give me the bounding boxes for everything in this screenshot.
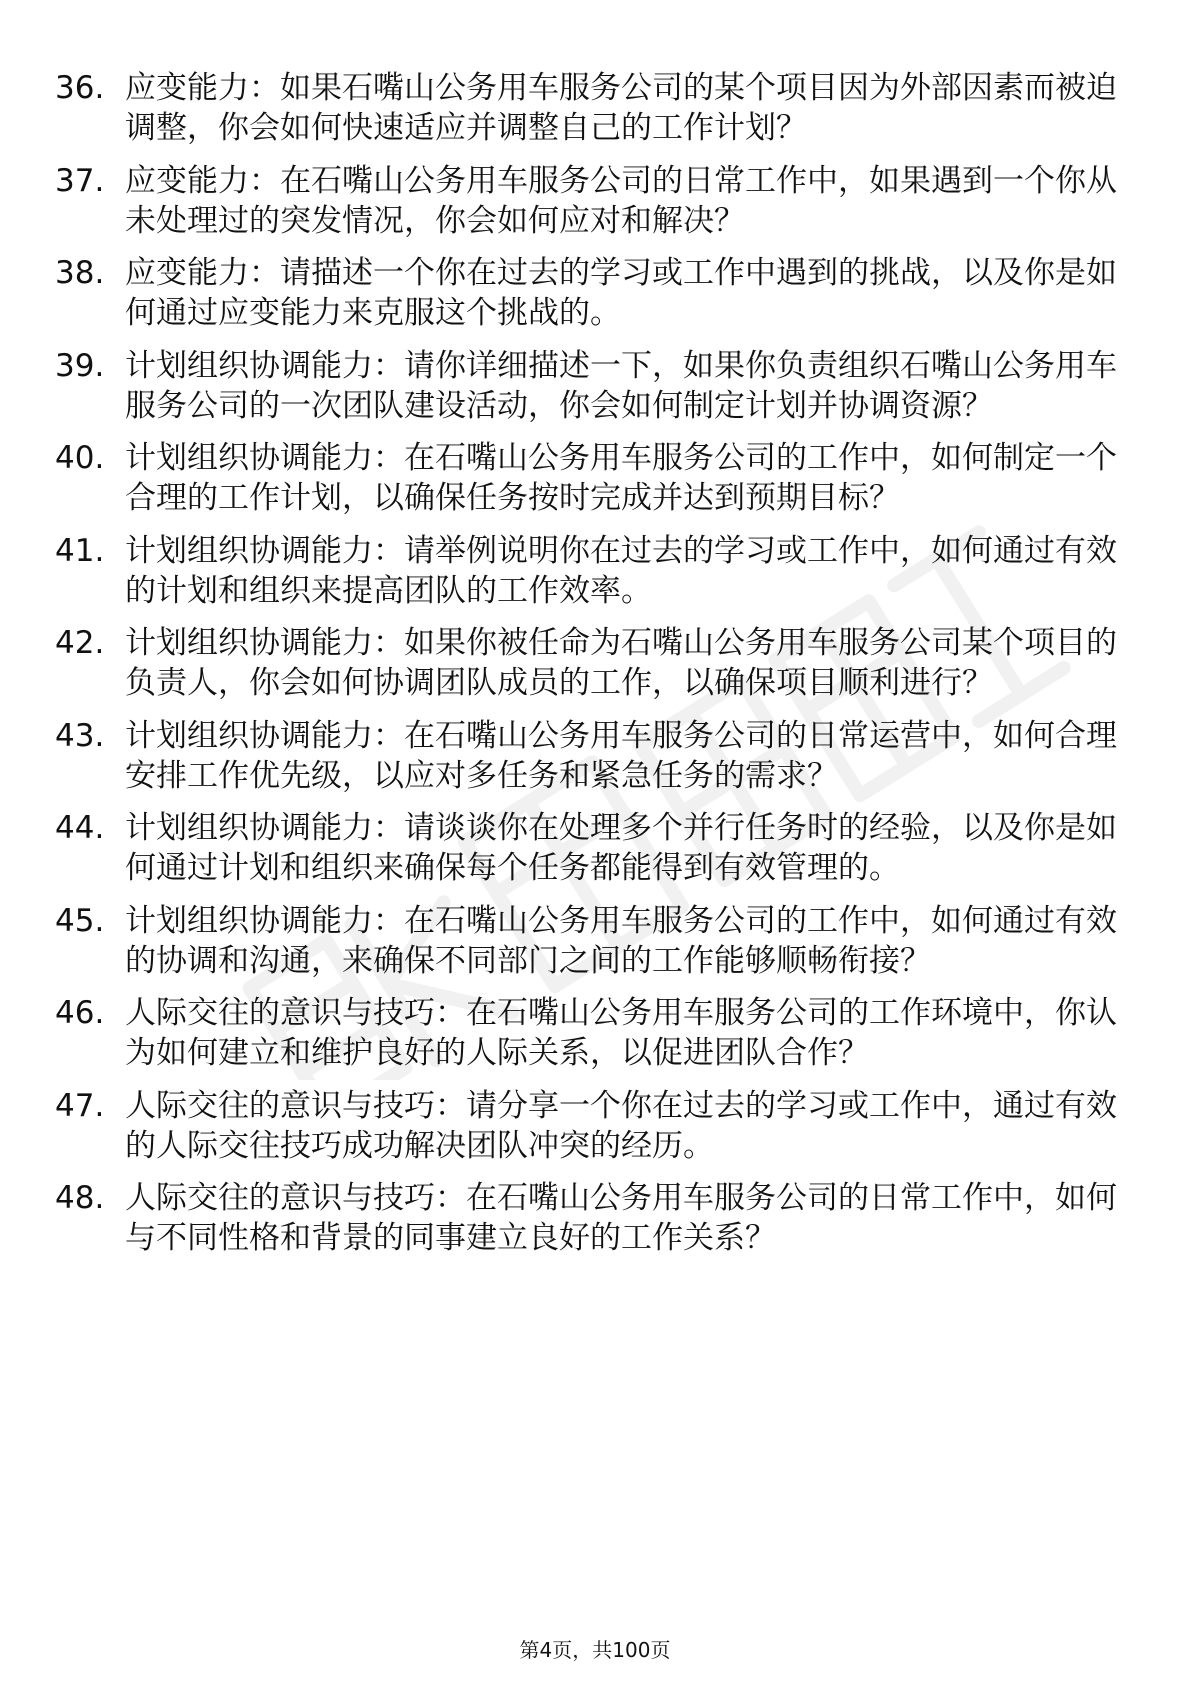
question-item	[55, 1086, 1125, 1166]
question-number: 46.	[55, 995, 105, 1031]
question-item	[55, 623, 1125, 703]
question-text: 应变能力：如果石嘴山公务用车服务公司的某个项目因为外部因素而被迫调整，你会如何快速适应并调整自己的工作计划？	[125, 70, 1117, 146]
question-item	[55, 808, 1125, 888]
question-item	[55, 901, 1125, 981]
question-text: 应变能力：请描述一个你在过去的学习或工作中遇到的挑战，以及你是如何通过应变能力来克服这个挑战的。	[125, 255, 1117, 331]
question-number: 38.	[55, 255, 105, 291]
question-text: 计划组织协调能力：请你详细描述一下，如果你负责组织石嘴山公务用车服务公司的一次团队建设活动，你会如何制定计划并协调资源？	[125, 347, 1117, 424]
question-number: 36.	[55, 70, 105, 106]
question-text: 应变能力：在石嘴山公务用车服务公司的日常工作中，如果遇到一个你从未处理过的突发情况，你会如何应对和解决？	[125, 162, 1117, 239]
question-text: 计划组织协调能力：在石嘴山公务用车服务公司的工作中，如何通过有效的协调和沟通，来确保不同部门之间的工作能够顺畅衔接？	[125, 902, 1117, 979]
question-item	[55, 716, 1125, 796]
question-text: 计划组织协调能力：在石嘴山公务用车服务公司的日常运营中，如何合理安排工作优先级，以应对多任务和紧急任务的需求？	[125, 717, 1117, 794]
question-number: 42.	[55, 625, 105, 661]
question-number: 44.	[55, 810, 105, 846]
question-item	[55, 346, 1125, 426]
question-text: 人际交往的意识与技巧：在石嘴山公务用车服务公司的日常工作中，如何与不同性格和背景的同事建立良好的工作关系？	[125, 1180, 1117, 1256]
question-number: 39.	[55, 347, 105, 384]
question-number: 47.	[55, 1087, 105, 1124]
question-item	[55, 68, 1125, 148]
question-item	[55, 438, 1125, 518]
question-item	[55, 531, 1125, 611]
question-text: 计划组织协调能力：在石嘴山公务用车服务公司的工作中，如何制定一个合理的工作计划，以确保任务按时完成并达到预期目标？	[125, 440, 1117, 516]
question-text: 人际交往的意识与技巧：请分享一个你在过去的学习或工作中，通过有效的人际交往技巧成功解决团队冲突的经历。	[125, 1087, 1117, 1164]
question-list	[55, 68, 1125, 1271]
question-text: 人际交往的意识与技巧：在石嘴山公务用车服务公司的工作环境中，你认为如何建立和维护良好的人际关系，以促进团队合作？	[125, 995, 1117, 1071]
question-number: 40.	[55, 440, 105, 476]
question-text: 计划组织协调能力：如果你被任命为石嘴山公务用车服务公司某个项目的负责人，你会如何协调团队成员的工作，以确保项目顺利进行？	[125, 625, 1117, 701]
question-item	[55, 161, 1125, 241]
question-number: 37.	[55, 162, 105, 199]
question-item	[55, 993, 1125, 1073]
question-text: 计划组织协调能力：请谈谈你在处理多个并行任务时的经验，以及你是如何通过计划和组织来确保每个任务都能得到有效管理的。	[125, 810, 1117, 886]
question-number: 43.	[55, 717, 105, 754]
question-text: 计划组织协调能力：请举例说明你在过去的学习或工作中，如何通过有效的计划和组织来提高团队的工作效率。	[125, 532, 1117, 609]
question-item	[55, 253, 1125, 333]
question-item	[55, 1178, 1125, 1258]
question-number: 48.	[55, 1180, 105, 1216]
question-number: 41.	[55, 532, 105, 569]
question-number: 45.	[55, 902, 105, 939]
page-number-footer: 第4页，共100页	[519, 1638, 671, 1662]
